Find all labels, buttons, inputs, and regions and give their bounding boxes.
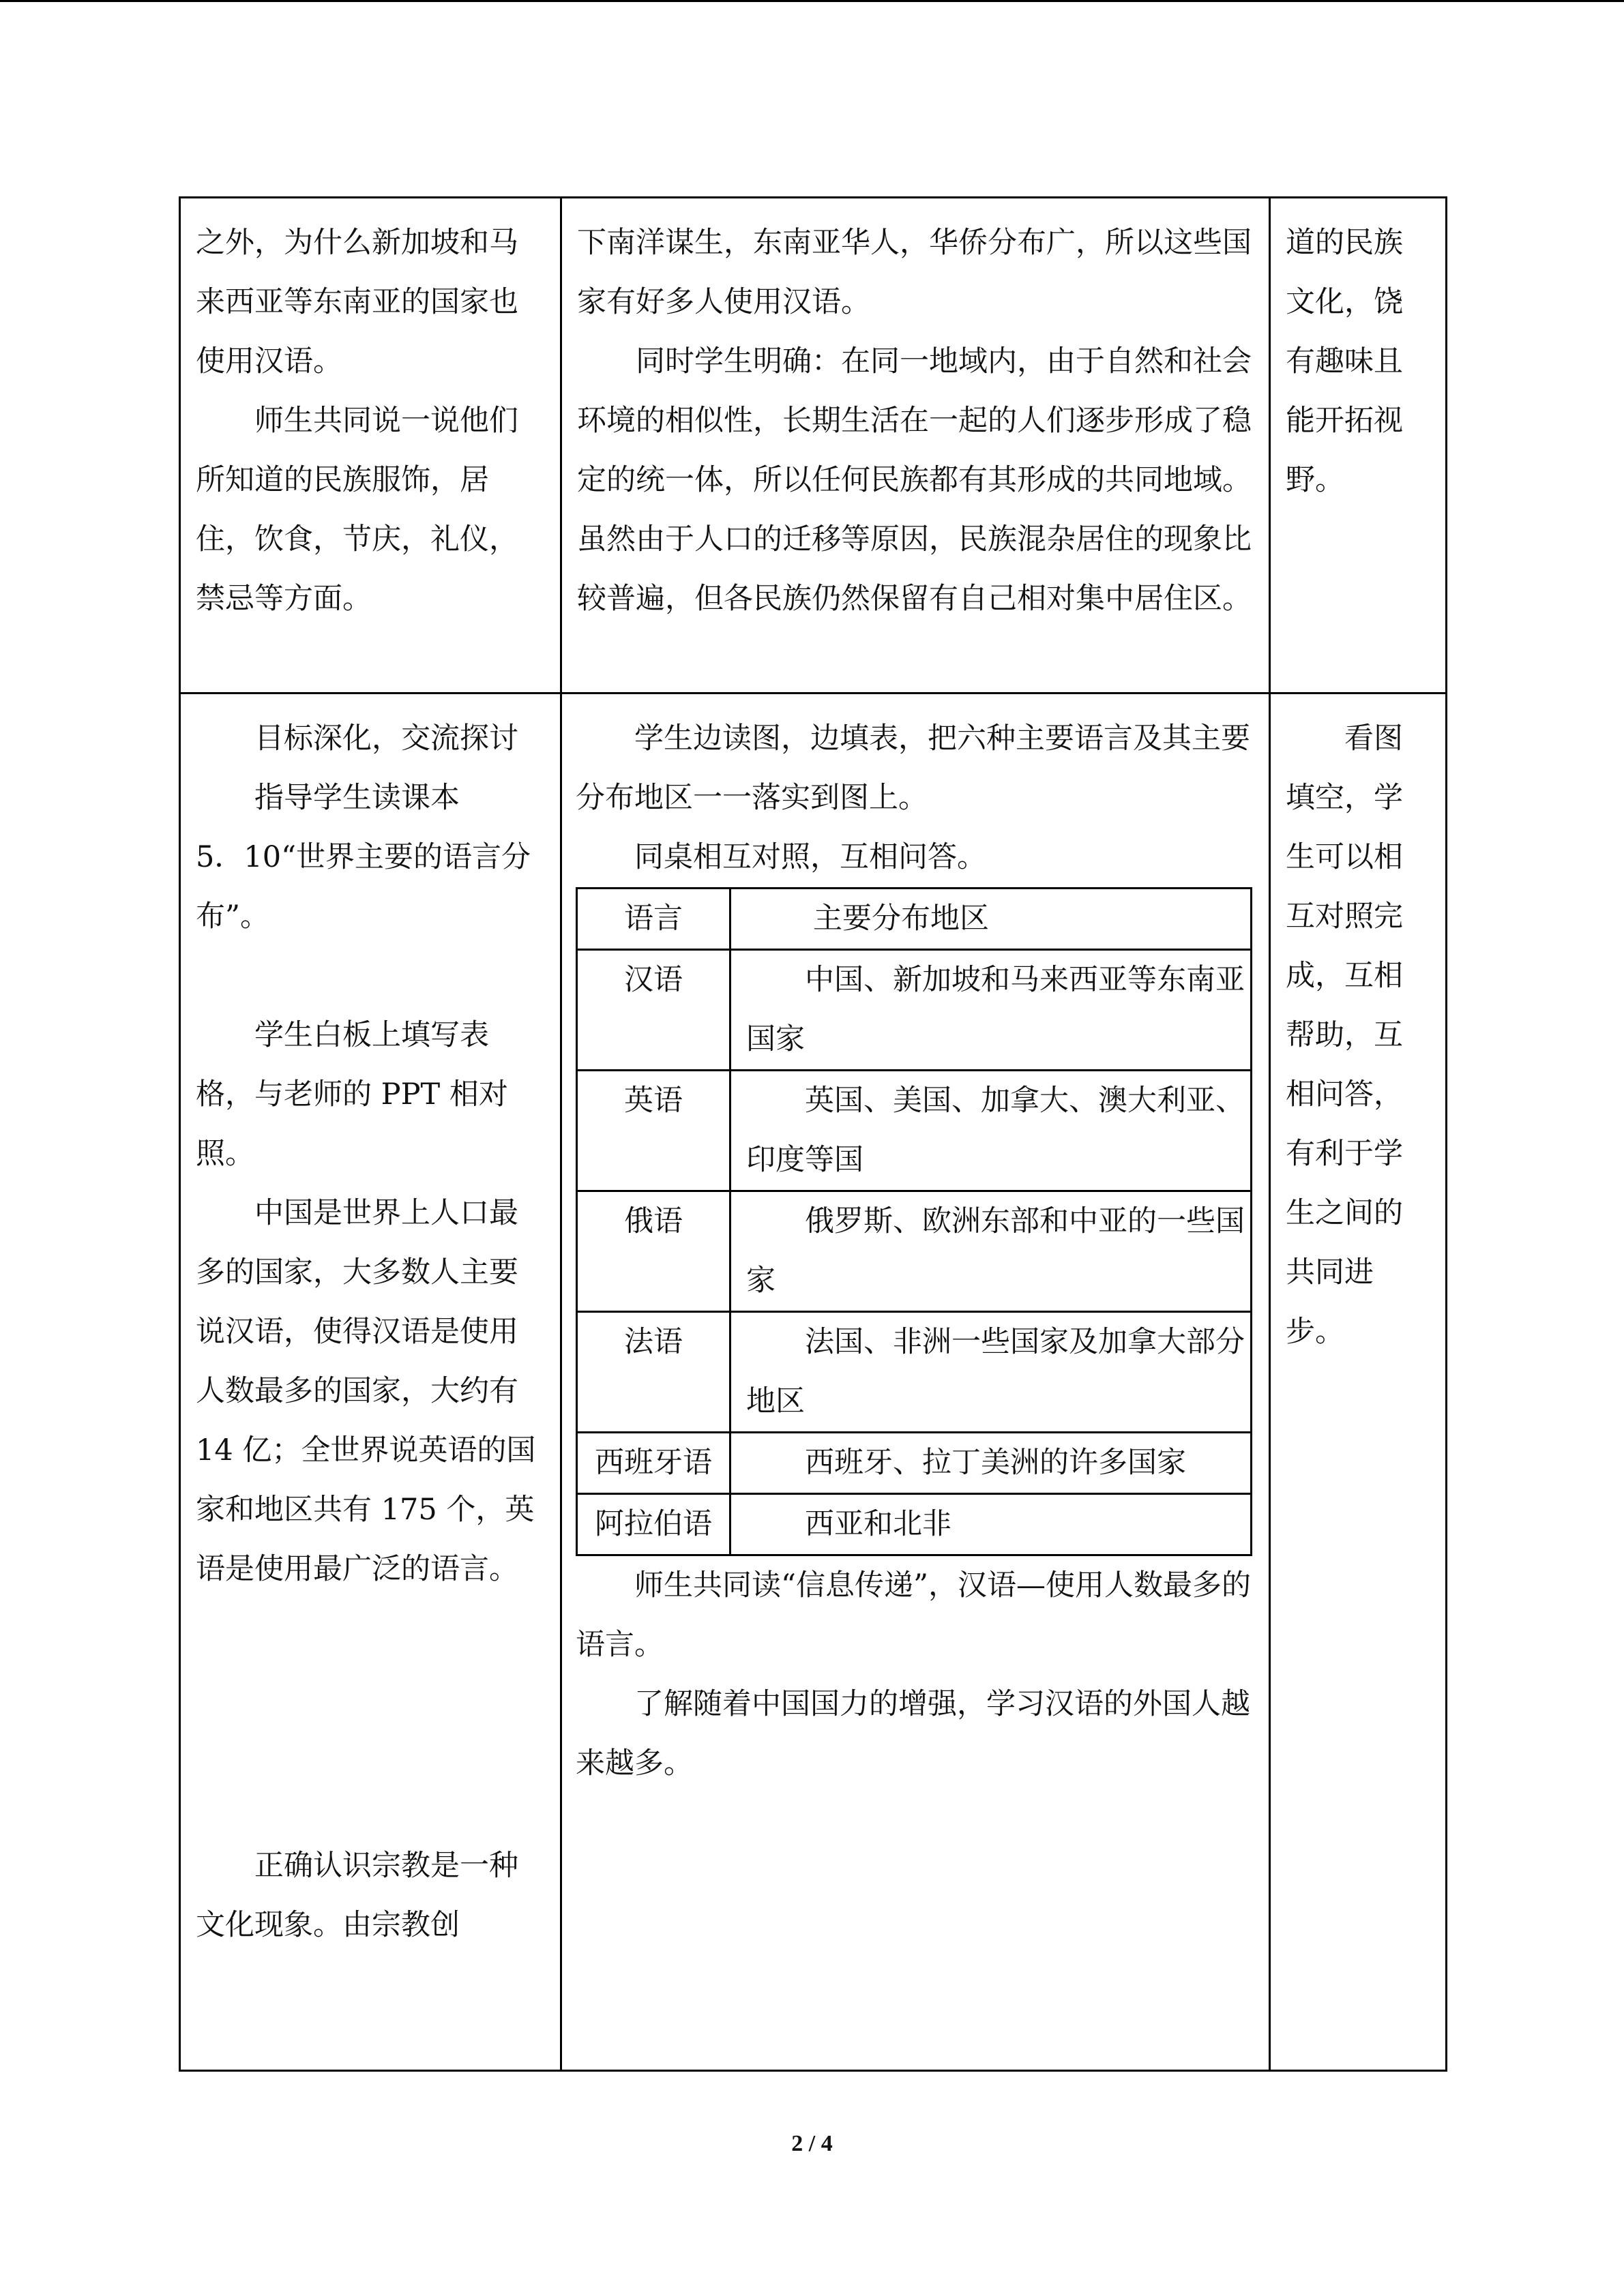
region-text: 西亚和北非 bbox=[805, 1507, 951, 1541]
blank-line bbox=[196, 946, 545, 1006]
language-cell: 汉语 bbox=[577, 950, 730, 1071]
table-row bbox=[180, 198, 1447, 694]
paragraph: 道的民族文化，饶有趣味且能开拓视野。 bbox=[1286, 226, 1403, 497]
column-header bbox=[730, 889, 1252, 950]
page-number: 2 / 4 bbox=[791, 2131, 833, 2156]
region-cell bbox=[730, 1312, 1252, 1433]
language-cell: 西班牙语 bbox=[577, 1433, 730, 1494]
region-cell bbox=[730, 950, 1252, 1071]
paragraph: 正确认识宗教是一种文化现象。由宗教创 bbox=[196, 1849, 518, 1942]
blank-line bbox=[196, 1599, 545, 1658]
teacher-activity-cell bbox=[180, 694, 561, 2071]
paragraph: 师生共同读“信息传递”，汉语—使用人数最多的语言。 bbox=[576, 1568, 1251, 1662]
paragraph: 中国是世界上人口最多的国家，大多数人主要说汉语，使得汉语是使用人数最多的国家，大约有 14 亿；全世界说英语的国家和地区共有 175 个，英语是使用最广泛的语言。 bbox=[196, 1196, 536, 1586]
paragraph: 看图填空，学生可以相互对照完成，互相帮助，互相问答，有利于学生之间的共同进步。 bbox=[1286, 721, 1403, 1349]
design-intent-cell bbox=[1270, 198, 1447, 694]
paragraph: 目标深化，交流探讨 bbox=[254, 721, 518, 756]
blank-line bbox=[196, 1658, 545, 1718]
table-row bbox=[577, 950, 1252, 1071]
language-cell: 法语 bbox=[577, 1312, 730, 1433]
region-cell bbox=[730, 1494, 1252, 1555]
table-row bbox=[577, 1312, 1252, 1433]
region-text: 西班牙、拉丁美洲的许多国家 bbox=[805, 1446, 1186, 1480]
paragraph: 指导学生读课本 bbox=[254, 781, 460, 815]
language-cell: 阿拉伯语 bbox=[577, 1494, 730, 1555]
paragraph: 同时学生明确：在同一地域内，由于自然和社会环境的相似性，长期生活在一起的人们逐步形成了稳定的统一体，所以任何民族都有其形成的共同地域。虽然由于人口的迁移等原因，民族混杂居住的现象比较普遍，但各民族仍然保留有自己相对集中居住区。 bbox=[577, 344, 1252, 616]
paragraph: 了解随着中国国力的增强，学习汉语的外国人越来越多。 bbox=[576, 1687, 1250, 1780]
paragraph: 同桌相互对照，互相问答。 bbox=[634, 840, 986, 874]
student-activity-cell bbox=[561, 198, 1270, 694]
teacher-activity-cell bbox=[180, 198, 561, 694]
region-text: 俄罗斯、欧洲东部和中亚的一些国家 bbox=[746, 1204, 1245, 1298]
region-cell bbox=[730, 1433, 1252, 1494]
table-header-row bbox=[577, 889, 1252, 950]
table-row bbox=[577, 1191, 1252, 1312]
paragraph: 之外，为什么新加坡和马来西亚等东南亚的国家也使用汉语。 bbox=[196, 226, 518, 378]
table-row bbox=[180, 694, 1447, 2071]
column-header: 语言 bbox=[577, 889, 730, 950]
region-cell bbox=[730, 1191, 1252, 1312]
language-cell: 英语 bbox=[577, 1071, 730, 1191]
paragraph: 下南洋谋生，东南亚华人，华侨分布广，所以这些国家有好多人使用汉语。 bbox=[577, 226, 1252, 319]
region-text: 英国、美国、加拿大、澳大利亚、印度等国 bbox=[746, 1084, 1245, 1177]
top-border-line bbox=[0, 0, 1624, 2]
table-row bbox=[577, 1071, 1252, 1191]
language-cell: 俄语 bbox=[577, 1191, 730, 1312]
student-activity-cell bbox=[561, 694, 1270, 2071]
blank-line bbox=[196, 1777, 545, 1836]
region-text: 法国、非洲一些国家及加拿大部分地区 bbox=[746, 1325, 1245, 1418]
column-header-text: 主要分布地区 bbox=[813, 901, 989, 936]
region-text: 中国、新加坡和马来西亚等东南亚国家 bbox=[746, 963, 1245, 1056]
paragraph: 学生边读图，边填表，把六种主要语言及其主要分布地区一一落实到图上。 bbox=[576, 721, 1250, 815]
table-row bbox=[577, 1494, 1252, 1555]
region-cell bbox=[730, 1071, 1252, 1191]
table-row bbox=[577, 1433, 1252, 1494]
design-intent-cell bbox=[1270, 694, 1447, 2071]
paragraph: 5．10“世界主要的语言分布”。 bbox=[196, 840, 531, 934]
lesson-plan-table bbox=[179, 196, 1447, 2072]
paragraph: 学生白板上填写表格，与老师的 PPT 相对照。 bbox=[196, 1018, 508, 1171]
paragraph: 师生共同说一说他们所知道的民族服饰，居住，饮食，节庆，礼仪，禁忌等方面。 bbox=[196, 404, 518, 616]
language-distribution-table bbox=[576, 887, 1252, 1556]
blank-line bbox=[196, 1718, 545, 1777]
